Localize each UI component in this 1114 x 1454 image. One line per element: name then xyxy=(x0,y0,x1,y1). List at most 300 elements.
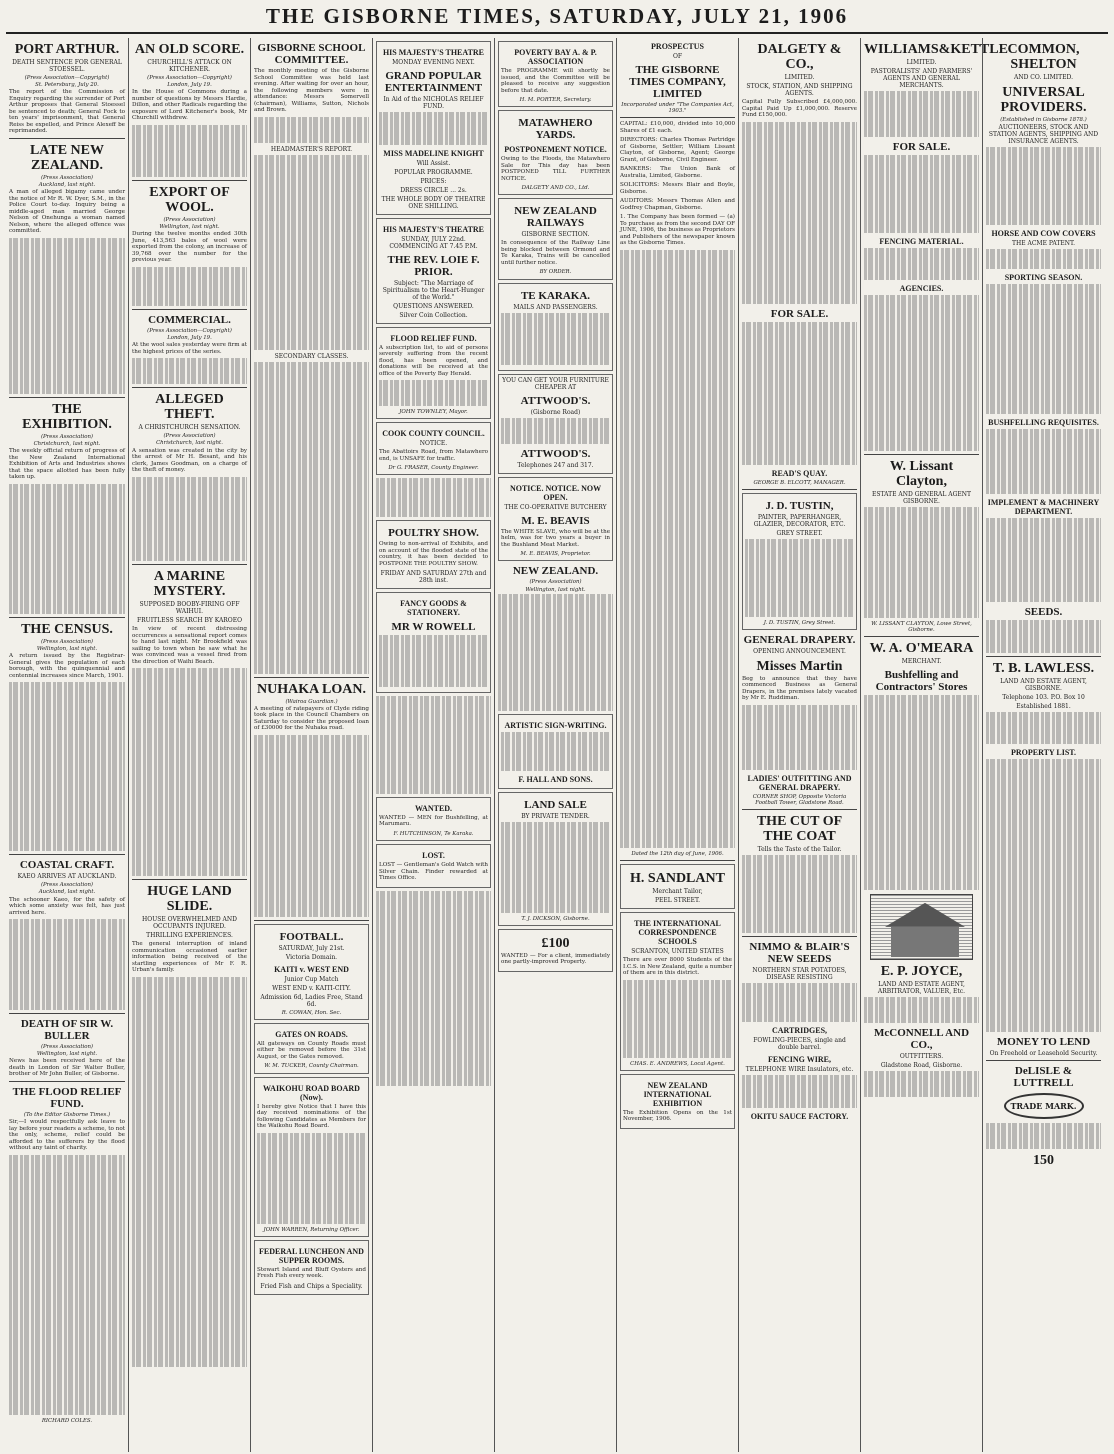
divider xyxy=(986,656,1101,657)
divider xyxy=(9,138,125,139)
divider xyxy=(742,936,857,937)
wanted-headline: WANTED. xyxy=(414,803,453,813)
marine-subhead: SUPPOSED BOOBY-FIRING OFF WAIHUI. xyxy=(139,601,240,616)
new-zealand-label: (Press Association) xyxy=(529,579,582,586)
pba-signature: H. M. PORTER, Secretary. xyxy=(519,97,592,103)
school-headline: GISBORNE SCHOOL COMMITTEE. xyxy=(257,42,366,66)
article-text-block xyxy=(132,668,247,876)
column-6 xyxy=(616,38,738,1452)
divider xyxy=(132,387,247,388)
flood-relief-text: A subscription list, to aid of persons severely suffering from the recent flood, has been opened, and donations will be received at the office of the Poverty Bay Herald. xyxy=(379,344,488,377)
census-label: (Press Association) xyxy=(40,638,94,645)
column-9 xyxy=(982,38,1104,1452)
article-text-block xyxy=(986,759,1101,1032)
columns xyxy=(6,38,1108,1452)
article-text-block xyxy=(742,122,857,304)
article-text-block xyxy=(9,484,125,614)
omeara-trade: MERCHANT. xyxy=(901,657,942,665)
dalgety-capital: Capital Fully Subscribed £4,000,000. Capital Paid Up £1,000,000. Reserve Fund £150,000. xyxy=(742,99,857,118)
divider xyxy=(254,677,369,678)
waikohu-text: I hereby give Notice that I have this day received nominations of the following Candidates as Members for the Waikohu Road Board. xyxy=(257,1103,366,1130)
tustin-name: J. D. TUSTIN, xyxy=(765,499,834,512)
matawhero-text: Owing to the Floods, the Matawhero Sale for This day has been POSTPONED TILL FURTHER NOTICE. xyxy=(501,156,610,182)
divider xyxy=(742,809,857,810)
commercial-headline: COMMERCIAL. xyxy=(148,313,231,326)
railways-order: BY ORDER. xyxy=(539,269,572,276)
butchery-ad xyxy=(498,477,613,562)
port-arthur-dateline: St. Petersburg, July 20. xyxy=(35,82,99,89)
land-sale-headline: LAND SALE xyxy=(524,798,587,811)
exhibition-label: (Press Association) xyxy=(40,433,94,440)
williams-kettle-name: WILLIAMS&KETTLE xyxy=(864,42,1008,57)
article-text-block xyxy=(376,696,491,794)
mcconnell-trade: OUTFITTERS. xyxy=(899,1052,944,1060)
theatre2-subject: Subject: "The Marriage of Spiritualism to the Heart-Hunger of the World." xyxy=(382,279,485,301)
marine-text: In view of recent distressing occurrences a sensational report comes to hand last night. Mr Brookfield was sailing to town when he saw what he was convinced was a vessel fired from the direction of Waihi Beach. xyxy=(132,626,247,665)
building-engraving xyxy=(870,894,973,960)
land-sale-subhead: BY PRIVATE TENDER. xyxy=(521,812,590,820)
divider xyxy=(254,920,369,921)
football-match-type: Junior Cup Match xyxy=(284,975,339,983)
sign-writing-signature: F. HALL AND SONS. xyxy=(518,774,593,784)
drapery-headline: GENERAL DRAPERY. xyxy=(743,633,856,646)
mcconnell-name: McCONNELL AND CO., xyxy=(873,1026,970,1051)
trade-mark-logo xyxy=(986,1093,1101,1119)
flood-fund-signature: RICHARD COLES. xyxy=(41,1417,93,1424)
dalgety-for-sale: FOR SALE. xyxy=(770,307,829,320)
fencing-wire-text: TELEPHONE WIRE Insulators, etc. xyxy=(745,1066,854,1074)
prospectus-auditors: AUDITORS: Messrs Thomas Allen and Godfrey Chapman, Gisborne. xyxy=(620,198,735,211)
exhibition-dateline: Christchurch, last night. xyxy=(33,441,101,448)
port-arthur-headline: PORT ARTHUR. xyxy=(14,42,120,57)
wanted-property-text: WANTED — For a client, immediately one partly-improved Property. xyxy=(501,952,610,966)
coastal-label: (Press Association) xyxy=(40,882,94,889)
old-score-headline: AN OLD SCORE. xyxy=(134,42,245,57)
export-wool-dateline: Wellington, last night. xyxy=(159,224,220,231)
sign-writing-headline: ARTISTIC SIGN-WRITING. xyxy=(504,720,607,730)
coastal-dateline: Auckland, last night. xyxy=(38,889,96,896)
waikohu-ad xyxy=(254,1077,369,1237)
prospectus-bankers: BANKERS: The Union Bank of Australia, Limited, Gisborne. xyxy=(620,166,735,179)
divider xyxy=(864,636,979,637)
lost-text: LOST — Gentleman's Gold Watch with Silver Chain. Finder rewarded at Times Office. xyxy=(379,862,488,882)
cartridges-text: FOWLING-PIECES, single and double barrel. xyxy=(753,1037,846,1052)
article-text-block xyxy=(864,91,979,137)
tekaraka-headline: TE KARAKA. xyxy=(520,289,591,302)
article-text-block xyxy=(864,695,979,890)
common-shelton-limited: AND CO. LIMITED. xyxy=(1013,74,1074,81)
divider xyxy=(864,454,979,455)
flood-fund-headline: THE FLOOD RELIEF FUND. xyxy=(12,1085,122,1110)
article-text-block xyxy=(742,322,857,465)
divider xyxy=(742,489,857,490)
commercial-label: (Press Association—Copyright) xyxy=(147,327,232,334)
divider xyxy=(132,309,247,310)
matawhero-signature: DALGETY AND CO., Ltd. xyxy=(521,185,590,192)
tustin-street: GREY STREET. xyxy=(776,529,823,537)
wanted-text: WANTED — MEN for Bushfelling, at Marumaru. xyxy=(379,814,488,828)
drapery-text: Beg to announce that they have commenced Business as General Drapers, in the premises lately vacated by Mr E. Ruddiman. xyxy=(742,675,857,702)
cook-county-headline: COOK COUNTY COUNCIL. xyxy=(382,429,485,439)
engraving-roof xyxy=(885,903,965,927)
gates-text: All gateways on County Roads must either be removed before the 31st August, or the Gates removed. xyxy=(257,1040,366,1060)
late-nz-label: (Press Association) xyxy=(40,174,94,181)
cartridges-headline: CARTRIDGES, xyxy=(771,1026,828,1036)
article-text-block xyxy=(986,518,1101,603)
article-text-block xyxy=(986,284,1101,414)
prospectus-date: Dated the 12th day of June, 1906. xyxy=(631,850,724,857)
federal-tagline: Fried Fish and Chips a Speciality. xyxy=(260,1282,363,1290)
article-text-block xyxy=(864,997,979,1023)
pba-text: The PROGRAMME will shortly be issued, and the Committee will be pleased to receive any suggestion before that date. xyxy=(501,68,610,94)
marine-headline: A MARINE MYSTERY. xyxy=(153,569,226,600)
buller-text: News has been received here of the death in London of Sir Walter Buller, brother of Mr John Buller, of Gisborne. xyxy=(9,1058,125,1078)
sporting-season-headline: SPORTING SEASON. xyxy=(1004,272,1083,282)
article-text-block xyxy=(501,732,610,771)
column-3 xyxy=(250,38,372,1452)
price-figure: 150 xyxy=(1033,1153,1054,1169)
sandlant-trade: Merchant Tailor, xyxy=(652,888,703,896)
wanted-property-ad xyxy=(498,929,613,972)
cut-of-coat-headline: THE CUT OF THE COAT xyxy=(756,814,843,845)
theatre1-dress-circle: DRESS CIRCLE ... 2s. xyxy=(400,186,467,194)
nz-exhibition-ad xyxy=(620,1074,735,1129)
article-text-block xyxy=(986,620,1101,653)
column-5 xyxy=(494,38,616,1452)
fancy-goods-name: MR W ROWELL xyxy=(391,621,476,634)
theatre1-star: MISS MADELINE KNIGHT xyxy=(383,148,484,158)
article-text-block xyxy=(257,1133,366,1224)
nimmo-subhead: NORTHERN STAR POTATOES, DISEASE RESISTING xyxy=(752,967,847,982)
joyce-trade: LAND AND ESTATE AGENT, ARBITRATOR, VALUER, Etc. xyxy=(877,980,966,995)
article-text-block xyxy=(742,1075,857,1108)
divider xyxy=(9,1013,125,1014)
butchery-signature: M. E. BEAVIS, Proprietor. xyxy=(520,551,591,558)
coastal-subhead: KAEO ARRIVES AT AUCKLAND. xyxy=(17,873,117,881)
football-ad xyxy=(254,924,369,1020)
matawhero-ad xyxy=(498,110,613,195)
tustin-signature: J. D. TUSTIN, Grey Street. xyxy=(763,619,836,626)
nimmo-headline: NIMMO & BLAIR'S NEW SEEDS xyxy=(749,941,850,966)
article-text-block xyxy=(132,125,247,177)
waikohu-signature: JOHN WARREN, Returning Officer. xyxy=(263,1226,360,1233)
commercial-dateline: London, July 19. xyxy=(167,335,212,342)
butchery-text: The WHITE SLAVE, who will be at the helm, was for two years a buyer in the Bushland Meat Market. xyxy=(501,528,610,548)
attwood-address: (Gisborne Road) xyxy=(530,408,581,416)
article-text-block xyxy=(132,977,247,1367)
theatre1-programme: POPULAR PROGRAMME. xyxy=(394,168,473,176)
article-text-block xyxy=(742,705,857,770)
coastal-text: The schooner Kaeo, for the safety of which some anxiety was felt, has just arrived here. xyxy=(9,896,125,916)
theatre1-entry: THE WHOLE BODY OF THEATRE ONE SHILLING. xyxy=(381,195,486,210)
federal-text: Stewart Island and Bluff Oysters and Fresh Fish every week. xyxy=(257,1266,366,1280)
reads-quay-manager: GEORGE B. ELCOTT, MANAGER. xyxy=(753,479,846,486)
divider xyxy=(9,617,125,618)
port-arthur-label: (Press Association—Copyright) xyxy=(24,75,110,81)
alleged-theft-label: (Press Association) xyxy=(163,433,216,440)
prospectus-incorporation: Incorporated under "The Companies Act, 1903." xyxy=(621,102,734,115)
article-text-block xyxy=(379,635,488,687)
old-score-text: In the House of Commons during a number of questions by Messrs Hardie, Dillon, and other Radicals regarding the exposure of Lord Kitchener's book, Mr Churchill withdrew. xyxy=(132,89,247,122)
fencing-wire-headline: FENCING WIRE, xyxy=(768,1055,831,1065)
trade-mark-emblem xyxy=(1004,1093,1084,1119)
prospectus-body: 1. The Company has been formed — (a) To purchase as from the second DAY OF JUNE, 1906, the business as Proprietors and Publishers of the newspaper known as the Gisborne Times. xyxy=(620,214,735,247)
buller-headline: DEATH OF SIR W. BULLER xyxy=(20,1018,114,1043)
census-text: A return issued by the Registrar-General gives the population of each borough, with the quinquennial and centennial increases since March, 1901. xyxy=(9,653,125,679)
coastal-headline: COASTAL CRAFT. xyxy=(19,859,115,872)
omeara-name: W. A. O'MEARA xyxy=(869,640,974,656)
alleged-theft-subhead: A CHRISTCHURCH SENSATION. xyxy=(138,424,241,432)
prospectus-headline: PROSPECTUS xyxy=(651,42,704,51)
railways-text: In consequence of the Railway Line being blocked between Ormond and Te Karaka, Trains will be cancelled until further notice. xyxy=(501,240,610,266)
article-text-block xyxy=(132,358,247,384)
article-text-block xyxy=(376,478,491,517)
theatre2-title: THE REV. LOIE F. PRIOR. xyxy=(387,253,480,278)
clayton-name: W. Lissant Clayton, xyxy=(889,459,954,489)
article-text-block xyxy=(864,155,979,233)
wanted-ad xyxy=(376,797,491,841)
nz-exhibition-headline: NEW ZEALAND INTERNATIONAL EXHIBITION xyxy=(643,1080,712,1108)
new-zealand-headline: NEW ZEALAND. xyxy=(512,565,599,578)
school-subhead-2: SECONDARY CLASSES. xyxy=(274,352,349,360)
prospectus-solicitors: SOLICITORS: Messrs Blair and Boyle, Gisborne. xyxy=(620,182,735,195)
export-wool-headline: EXPORT OF WOOL. xyxy=(149,184,230,215)
flood-relief-signature: JOHN TOWNLEY, Mayor. xyxy=(399,409,468,415)
prospectus-directors: DIRECTORS: Charles Thomas Partridge of Gisborne, Settler; William Lissant Clayton, of Gisborne, Agent; George Grant, of Gisborne, Civil Engineer. xyxy=(620,137,735,163)
article-text-block xyxy=(745,539,854,617)
commercial-text: At the wool sales yesterday were firm at the highest prices of the series. xyxy=(132,342,247,355)
nz-exhibition-text: The Exhibition Opens on the 1st November, 1906. xyxy=(623,1109,732,1123)
old-score-subhead: CHURCHILL'S ATTACK ON KITCHENER. xyxy=(147,59,232,73)
article-text-block xyxy=(254,362,369,674)
census-headline: THE CENSUS. xyxy=(21,621,113,637)
theatre1-date: MONDAY EVENING NEXT. xyxy=(392,59,475,66)
masthead-title: THE GISBORNE TIMES, SATURDAY, JULY 21, 1906 xyxy=(265,4,849,28)
dalgety-trade: STOCK, STATION, AND SHIPPING AGENTS. xyxy=(746,83,853,97)
schools-location: SCRANTON, UNITED STATES xyxy=(631,948,724,956)
article-text-block xyxy=(864,1071,979,1097)
flood-fund-label: (To the Editor Gisborne Times.) xyxy=(23,1111,111,1118)
column-7 xyxy=(738,38,860,1452)
williams-kettle-limited: LIMITED. xyxy=(906,59,937,66)
clayton-trade: ESTATE AND GENERAL AGENT GISBORNE. xyxy=(871,491,972,505)
cut-of-coat-tagline: Tells the Taste of the Tailor. xyxy=(757,846,842,854)
cook-county-signature: Dr G. FRASER, County Engineer. xyxy=(388,465,479,472)
prospectus-company: THE GISBORNE TIMES COMPANY, LIMITED xyxy=(629,64,726,100)
lawless-trade: LAND AND ESTATE AGENT, GISBORNE. xyxy=(1000,677,1087,692)
article-text-block xyxy=(620,250,735,848)
tustin-trade: PAINTER, PAPERHANGER, GLAZIER, DECORATOR, ETC. xyxy=(753,513,846,528)
column-8 xyxy=(860,38,1008,1452)
late-nz-headline: LATE NEW ZEALAND. xyxy=(29,142,105,173)
article-text-block xyxy=(864,507,979,618)
attwood-name: ATTWOOD'S. xyxy=(520,394,591,407)
mcconnell-address: Gladstone Road, Gisborne. xyxy=(880,1061,963,1069)
nuhaka-text: A meeting of ratepayers of Clyde riding took place in the Council Chambers on Saturday to consider the proposed loan of £30000 for the Nuhaka road. xyxy=(254,705,369,732)
article-text-block xyxy=(986,429,1101,494)
tekaraka-subhead: MAILS AND PASSENGERS. xyxy=(513,303,598,311)
article-text-block xyxy=(986,1123,1101,1149)
census-dateline: Wellington, last night. xyxy=(36,645,98,652)
matawhero-headline: MATAWHERO YARDS. xyxy=(518,117,593,142)
clayton-signature: W. LISSANT CLAYTON, Lowe Street, Gisborne. xyxy=(871,620,972,633)
wanted-signature: F. HUTCHINSON, Te Karaka. xyxy=(393,830,474,837)
article-text-block xyxy=(498,594,613,711)
sign-writing-ad xyxy=(498,714,613,789)
article-text-block xyxy=(9,238,125,394)
port-arthur-subhead: DEATH SENTENCE FOR GENERAL STOESSEL. xyxy=(12,59,122,73)
port-arthur-text: The report of the Commission of Enquiry regarding the surrender of Port Arthur proposes that General Stoessel be sentenced to death; General Fock to ten years' imprisonment, that General Reiss be expelled, and Prince Alexeff be reprimanded. xyxy=(9,89,125,135)
delisle-name: DeLISLE & LUTTRELL xyxy=(1013,1065,1074,1090)
article-text-block xyxy=(986,147,1101,225)
poultry-text: Owing to non-arrival of Exhibits, and on account of the flooded state of the country, it has been decided to POSTPONE THE POULTRY SHOW. xyxy=(379,541,488,567)
old-score-label: (Press Association—Copyright) xyxy=(147,75,232,81)
attwood-tagline: YOU CAN GET YOUR FURNITURE CHEAPER AT xyxy=(502,376,609,391)
kaiti-west-headline: KAITI v. WEST END xyxy=(274,964,349,974)
williams-kettle-trade: PASTORALISTS' AND FARMERS' AGENTS AND GENERAL MERCHANTS. xyxy=(870,68,973,89)
flood-relief-headline: FLOOD RELIEF FUND. xyxy=(390,333,477,343)
federal-headline: FEDERAL LUNCHEON AND SUPPER ROOMS. xyxy=(259,1246,364,1265)
flood-relief-ad xyxy=(376,327,491,420)
land-sale-signature: T. J. DICKSON, Gisborne. xyxy=(521,915,590,922)
buller-label: (Press Association) xyxy=(40,1044,94,1051)
school-text: The monthly meeting of the Gisborne School Committee was held last evening. After waiting for over an hour, the following members were in attendance: Messrs Somervell (chairman), Williams, Sutton, Nichols and Brown. xyxy=(254,68,369,113)
prospectus-of: OF xyxy=(672,53,683,60)
article-text-block xyxy=(379,380,488,406)
correspondence-schools-ad xyxy=(620,912,735,1071)
poultry-headline: POULTRY SHOW. xyxy=(388,527,479,540)
universal-trade: AUCTIONEERS, STOCK AND STATION AGENTS, SHIPPING AND INSURANCE AGENTS. xyxy=(988,124,1099,146)
property-list-headline: PROPERTY LIST. xyxy=(1010,748,1077,758)
poultry-ad xyxy=(376,520,491,589)
attwood-name-2: ATTWOOD'S. xyxy=(520,447,591,460)
butchery-name: THE CO-OPERATIVE BUTCHERY xyxy=(504,503,607,511)
football-teams: WEST END v. KAITI-CITY. xyxy=(272,984,351,992)
attwood-ad xyxy=(498,374,613,474)
divider xyxy=(132,564,247,565)
theatre2-questions: QUESTIONS ANSWERED. xyxy=(393,302,474,310)
export-wool-label: (Press Association) xyxy=(163,216,216,223)
alleged-theft-text: A sensation was created in the city by the arrest of Mr H. Besant, and his clerk, James Goodman, on a charge of the theft of money. xyxy=(132,447,247,474)
fancy-goods-headline: FANCY GOODS & STATIONERY. xyxy=(400,599,467,618)
football-date: SATURDAY, July 21st. xyxy=(278,944,345,952)
railways-headline: NEW ZEALAND RAILWAYS xyxy=(514,205,597,230)
masthead xyxy=(6,0,1108,34)
williams-for-sale: FOR SALE. xyxy=(892,140,951,153)
common-shelton-name: COMMON, SHELTON xyxy=(1007,42,1080,72)
marine-subhead-2: FRUITLESS SEARCH BY KAROEO xyxy=(136,617,243,625)
theatre-ad-2 xyxy=(376,218,491,324)
waikohu-headline: WAIKOHU ROAD BOARD (Now). xyxy=(263,1083,360,1102)
article-text-block xyxy=(742,983,857,1022)
theatre1-assist: Will Assist. xyxy=(416,159,451,167)
theatre1-prices: PRICES: xyxy=(420,177,447,185)
football-signature: R. COWAN, Hon. Sec. xyxy=(281,1009,342,1016)
article-text-block xyxy=(254,735,369,917)
schools-headline: THE INTERNATIONAL CORRESPONDENCE SCHOOLS xyxy=(634,919,721,947)
column-2 xyxy=(128,38,250,1452)
beavis-name: M. E. BEAVIS xyxy=(521,514,590,527)
ladies-outfitting: LADIES' OUTFITTING AND GENERAL DRAPERY. xyxy=(747,773,852,792)
money-to-lend-text: On Freehold or Leasehold Security. xyxy=(989,1050,1098,1058)
tekaraka-ad xyxy=(498,283,613,371)
classifieds-block xyxy=(376,891,491,1086)
flood-fund-text: Sir,—I would respectfully ask leave to lay before your readers a scheme, to not the only, scheme, relief could be afforded to the sufferers by the flood without any taint of charity. xyxy=(9,1119,125,1152)
misses-martin: Misses Martin xyxy=(756,658,843,674)
article-text-block xyxy=(986,249,1101,269)
universal-providers: UNIVERSAL PROVIDERS. xyxy=(1000,85,1087,115)
bushfelling-stores: Bushfelling and Contractors' Stores xyxy=(875,668,968,693)
agencies-headline: AGENCIES. xyxy=(899,284,944,293)
lawless-established: Established 1881. xyxy=(1016,702,1071,710)
huge-slide-subhead-2: THRILLING EXPERIENCES. xyxy=(146,932,233,940)
huge-slide-text: The general interruption of inland communication occasioned earlier information being received of the startling experiences of Mr F. R. Urban's family. xyxy=(132,941,247,974)
sandlant-name: H. SANDLANT xyxy=(630,871,725,887)
article-text-block xyxy=(9,682,125,851)
sandlant-address: PEEL STREET. xyxy=(654,897,701,905)
football-headline: FOOTBALL. xyxy=(279,930,344,943)
article-text-block xyxy=(9,1155,125,1415)
fencing-material-headline: FENCING MATERIAL. xyxy=(879,236,964,246)
divider xyxy=(9,854,125,855)
dalgety-limited: LIMITED. xyxy=(784,74,815,81)
trade-mark-label: TRADE MARK. xyxy=(1010,1101,1077,1112)
theatre1-title: GRAND POPULAR ENTERTAINMENT xyxy=(384,70,483,94)
theatre1-cause: In Aid of the NICHOLAS RELIEF FUND. xyxy=(383,96,484,110)
ladies-address: CORNER SHOP, Opposite Victoria Football Tower, Gladstone Road. xyxy=(752,793,847,807)
lost-ad xyxy=(376,844,491,888)
theatre2-collection: Silver Coin Collection. xyxy=(399,311,468,319)
article-text-block xyxy=(501,822,610,913)
article-text-block xyxy=(379,112,488,145)
divider xyxy=(132,180,247,181)
implement-headline: IMPLEMENT & MACHINERY DEPARTMENT. xyxy=(987,497,1100,516)
old-score-dateline: London, July 19. xyxy=(167,82,212,89)
drapery-subhead: OPENING ANNOUNCEMENT. xyxy=(753,647,846,655)
article-text-block xyxy=(986,712,1101,745)
article-text-block xyxy=(254,117,369,143)
divider xyxy=(620,117,735,118)
nuhaka-headline: NUHAKA LOAN. xyxy=(257,681,366,697)
football-venue: Victoria Domain. xyxy=(285,953,338,961)
federal-ad xyxy=(254,1240,369,1295)
export-wool-text: During the twelve months ended 30th June, 413,563 bales of wool were exported from the colony, an increase of 39,768 over the number for the previous year. xyxy=(132,231,247,264)
article-text-block xyxy=(9,919,125,1010)
schools-text: There are over 8000 Students of the I.C.S. in New Zealand, quite a number of them are in this district. xyxy=(623,957,732,977)
dalgety-name: DALGETY & CO., xyxy=(757,42,842,72)
horse-covers-subhead: THE ACME PATENT. xyxy=(1011,240,1076,248)
divider xyxy=(9,397,125,398)
gates-headline: GATES ON ROADS. xyxy=(275,1029,348,1039)
theatre1-headline: HIS MAJESTY'S THEATRE xyxy=(382,48,485,57)
railways-ad xyxy=(498,198,613,279)
theatre2-date: SUNDAY, JULY 22nd. COMMENCING AT 7.45 P.M. xyxy=(389,235,478,250)
cook-county-ad xyxy=(376,422,491,475)
football-admission: Admission 6d, Ladies Free, Stand 6d. xyxy=(260,993,363,1008)
cook-county-subhead: NOTICE. xyxy=(419,440,448,448)
lawless-name: T. B. LAWLESS. xyxy=(992,660,1095,676)
buller-dateline: Wellington, last night. xyxy=(36,1051,98,1058)
fancy-goods-ad xyxy=(376,592,491,693)
universal-established: (Established in Gisborne 1878.) xyxy=(1000,117,1087,123)
divider xyxy=(132,879,247,880)
bushfelling-requisites-headline: BUSHFELLING REQUISITES. xyxy=(988,417,1099,427)
pba-headline: POVERTY BAY A. & P. ASSOCIATION xyxy=(514,48,597,66)
article-text-block xyxy=(132,477,247,562)
money-to-lend-headline: MONEY TO LEND xyxy=(996,1036,1091,1049)
column-4 xyxy=(372,38,494,1452)
alleged-theft-dateline: Christchurch, last night. xyxy=(156,440,223,447)
